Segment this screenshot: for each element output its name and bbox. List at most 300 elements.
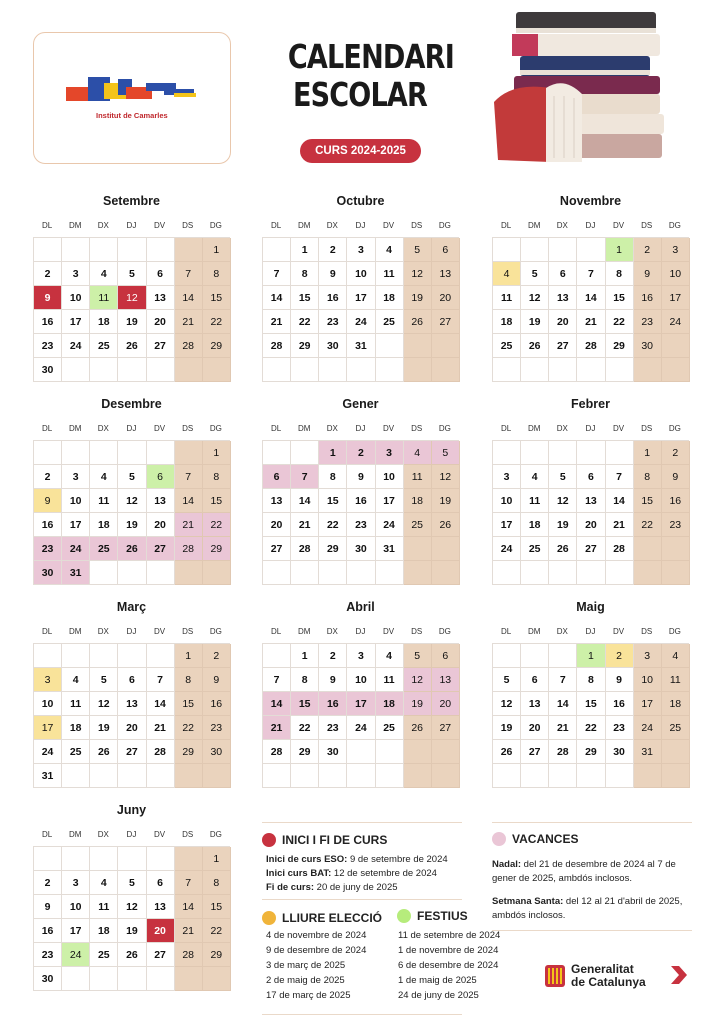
weekday-label: DV [383,423,395,433]
day-cell: 6 [577,465,605,489]
weekday-label: DL [500,220,512,230]
legend-lliure-item: 4 de novembre de 2024 [266,930,367,941]
empty-cell [319,764,347,788]
day-cell: 8 [577,668,605,692]
weekday-label: DL [500,626,512,636]
day-cell: 15 [634,489,662,513]
month-grid [33,643,230,788]
day-cell: 23 [347,513,375,537]
empty-cell [432,740,460,764]
legend-festius-list [398,928,528,1003]
day-cell: 30 [606,740,634,764]
day-cell: 28 [263,740,291,764]
empty-cell [291,441,319,465]
weekday-label: DS [411,626,423,636]
red-dot-icon [262,833,276,847]
weekday-label: DG [438,220,451,230]
empty-cell [493,644,521,668]
day-cell: 29 [203,334,231,358]
day-cell: 22 [634,513,662,537]
weekday-label: DS [182,626,194,636]
school-logo-card [33,32,231,164]
empty-cell [549,358,577,382]
day-cell: 18 [521,513,549,537]
legend-lliure-header [262,911,382,925]
weekday-label: DJ [126,220,137,230]
day-cell: 6 [263,465,291,489]
weekday-label: DM [527,626,541,636]
empty-cell [634,537,662,561]
legend-inici-item: Fi de curs: 20 de juny de 2025 [266,882,398,893]
empty-cell [662,764,690,788]
divider [262,899,462,900]
empty-cell [404,764,432,788]
day-cell: 8 [291,668,319,692]
day-cell: 4 [376,238,404,262]
empty-cell [62,358,90,382]
empty-cell [175,847,203,871]
day-cell: 22 [203,919,231,943]
day-cell: 5 [118,871,146,895]
day-cell: 19 [118,310,146,334]
day-cell: 9 [347,465,375,489]
day-cell: 14 [147,692,175,716]
day-cell: 26 [404,716,432,740]
day-cell: 27 [432,310,460,334]
empty-cell [291,358,319,382]
empty-cell [432,358,460,382]
day-cell: 11 [376,262,404,286]
day-cell: 2 [34,871,62,895]
day-cell: 23 [319,716,347,740]
day-cell: 26 [493,740,521,764]
day-cell: 14 [577,286,605,310]
day-cell: 31 [347,334,375,358]
day-cell: 20 [118,716,146,740]
weekday-label: DG [209,220,222,230]
empty-cell [376,740,404,764]
empty-cell [662,740,690,764]
day-cell: 14 [263,692,291,716]
day-cell: 1 [319,441,347,465]
day-cell: 5 [118,465,146,489]
day-cell: 21 [147,716,175,740]
day-cell: 1 [203,238,231,262]
day-cell: 21 [549,716,577,740]
day-cell: 21 [606,513,634,537]
day-cell: 19 [404,692,432,716]
empty-cell [147,847,175,871]
day-cell: 31 [634,740,662,764]
day-cell: 29 [291,740,319,764]
empty-cell [147,561,175,585]
weekday-label: DJ [126,829,137,839]
day-cell: 17 [62,513,90,537]
legend-festius-item: 6 de desembre de 2024 [398,960,499,971]
day-cell: 30 [319,740,347,764]
day-cell: 15 [203,286,231,310]
day-cell: 14 [175,286,203,310]
day-cell: 30 [319,334,347,358]
month-name: Octubre [336,194,385,208]
legend-lliure-item: 2 de maig de 2025 [266,975,345,986]
day-cell: 27 [263,537,291,561]
day-cell: 17 [62,310,90,334]
weekday-label: DS [182,220,194,230]
empty-cell [175,358,203,382]
weekday-label: DM [527,423,541,433]
day-cell: 12 [118,489,146,513]
legend-inici-item: Inici curs BAT: 12 de setembre de 2024 [266,868,437,879]
day-cell: 27 [549,334,577,358]
month-name: Gener [342,397,379,411]
day-cell: 26 [549,537,577,561]
month-name: Maig [576,600,605,614]
month-grid [262,643,459,788]
day-cell: 9 [34,286,62,310]
weekday-label: DS [411,220,423,230]
day-cell: 12 [521,286,549,310]
month-calendar [492,191,689,382]
day-cell: 15 [319,489,347,513]
day-cell: 28 [263,334,291,358]
weekday-label: DS [641,423,653,433]
month-calendar [262,394,459,585]
day-cell: 25 [90,334,118,358]
day-cell: 13 [118,692,146,716]
weekday-label: DL [41,220,53,230]
legend-inici-title: INICI I FI DE CURS [282,833,388,847]
day-cell: 11 [493,286,521,310]
day-cell: 30 [34,358,62,382]
day-cell: 4 [376,644,404,668]
day-cell: 2 [347,441,375,465]
empty-cell [432,334,460,358]
day-cell: 18 [376,286,404,310]
legend-vacances-header [492,832,578,846]
day-cell: 18 [90,513,118,537]
empty-cell [432,537,460,561]
month-grid [33,846,230,991]
day-cell: 11 [662,668,690,692]
day-cell: 16 [662,489,690,513]
empty-cell [493,238,521,262]
generalitat-line-1: Generalitat [571,962,634,976]
empty-cell [175,561,203,585]
weekday-label: DG [438,423,451,433]
empty-cell [263,441,291,465]
month-grid [33,237,230,382]
day-cell: 19 [549,513,577,537]
generalitat-logo [545,963,646,989]
day-cell: 26 [118,537,146,561]
month-name: Març [116,600,147,614]
day-cell: 7 [577,262,605,286]
day-cell: 18 [662,692,690,716]
legend-inici-item: Inici de curs ESO: 9 de setembre de 2024 [266,854,448,865]
day-cell: 17 [347,692,375,716]
day-cell: 5 [493,668,521,692]
day-cell: 17 [62,919,90,943]
empty-cell [118,644,146,668]
empty-cell [521,644,549,668]
legend-lliure-title: LLIURE ELECCIÓ [282,911,383,925]
empty-cell [118,358,146,382]
month-calendar [492,597,689,788]
empty-cell [493,561,521,585]
day-cell: 17 [493,513,521,537]
day-cell: 2 [662,441,690,465]
weekday-label: DL [270,423,282,433]
day-cell: 27 [118,740,146,764]
day-cell: 25 [404,513,432,537]
empty-cell [347,561,375,585]
day-cell: 9 [34,895,62,919]
day-cell: 12 [404,668,432,692]
empty-cell [521,441,549,465]
generalitat-line-2: de Catalunya [571,975,646,989]
empty-cell [175,238,203,262]
day-cell: 3 [376,441,404,465]
day-cell: 25 [376,716,404,740]
month-calendar [262,191,459,382]
month-grid [492,237,689,382]
day-cell: 21 [175,513,203,537]
weekday-label: DX [97,220,109,230]
day-cell: 12 [118,286,146,310]
day-cell: 4 [404,441,432,465]
weekday-label: DX [556,423,568,433]
day-cell: 6 [432,644,460,668]
school-name: Institut de Camarles [96,111,168,120]
empty-cell [90,441,118,465]
weekday-label: DX [556,220,568,230]
day-cell: 4 [90,871,118,895]
day-cell: 11 [62,692,90,716]
weekday-label: DL [270,220,282,230]
day-cell: 6 [147,262,175,286]
weekday-label: DG [668,220,681,230]
day-cell: 6 [521,668,549,692]
weekday-label: DL [41,829,53,839]
day-cell: 16 [34,310,62,334]
empty-cell [263,644,291,668]
day-cell: 27 [147,334,175,358]
day-cell: 2 [34,465,62,489]
day-cell: 20 [147,310,175,334]
day-cell: 2 [319,238,347,262]
legend-festius-item: 1 de novembre de 2024 [398,945,499,956]
day-cell: 15 [291,692,319,716]
weekday-header [492,416,689,440]
empty-cell [34,644,62,668]
weekday-label: DX [326,626,338,636]
empty-cell [263,764,291,788]
weekday-label: DG [668,423,681,433]
day-cell: 26 [90,740,118,764]
weekday-label: DG [209,626,222,636]
day-cell: 19 [404,286,432,310]
empty-cell [34,238,62,262]
legend-vacances-nadal: Nadal: del 21 de desembre de 2024 al 7 de gener de 2025, ambdós inclosos. [492,859,676,884]
legend-lliure-item: 17 de març de 2025 [266,990,351,1001]
day-cell: 28 [147,740,175,764]
day-cell: 19 [521,310,549,334]
month-grid [492,440,689,585]
divider [492,822,692,823]
empty-cell [549,441,577,465]
empty-cell [62,238,90,262]
empty-cell [263,561,291,585]
empty-cell [432,561,460,585]
empty-cell [376,764,404,788]
day-cell: 1 [291,644,319,668]
empty-cell [319,561,347,585]
empty-cell [634,764,662,788]
day-cell: 23 [319,310,347,334]
empty-cell [577,764,605,788]
day-cell: 27 [432,716,460,740]
weekday-label: DM [68,220,82,230]
empty-cell [34,441,62,465]
weekday-label: DL [270,626,282,636]
day-cell: 12 [90,692,118,716]
day-cell: 4 [90,465,118,489]
day-cell: 21 [175,310,203,334]
day-cell: 6 [118,668,146,692]
weekday-label: DX [97,423,109,433]
empty-cell [606,764,634,788]
day-cell: 26 [404,310,432,334]
month-calendar [262,597,459,788]
day-cell: 1 [203,441,231,465]
day-cell: 27 [147,943,175,967]
weekday-label: DJ [126,626,137,636]
day-cell: 5 [432,441,460,465]
empty-cell [606,561,634,585]
day-cell: 2 [34,262,62,286]
day-cell: 24 [62,943,90,967]
day-cell: 20 [549,310,577,334]
day-cell: 16 [319,692,347,716]
weekday-label: DM [297,626,311,636]
day-cell: 11 [90,286,118,310]
empty-cell [175,441,203,465]
day-cell: 25 [662,716,690,740]
generalitat-name [571,963,646,989]
day-cell: 4 [90,262,118,286]
empty-cell [147,644,175,668]
day-cell: 3 [347,238,375,262]
empty-cell [662,561,690,585]
weekday-label: DJ [126,423,137,433]
day-cell: 21 [175,919,203,943]
day-cell: 7 [175,262,203,286]
empty-cell [319,358,347,382]
day-cell: 10 [347,262,375,286]
day-cell: 28 [577,334,605,358]
empty-cell [62,441,90,465]
day-cell: 15 [203,489,231,513]
day-cell: 20 [432,286,460,310]
legend-inici-list [266,853,466,895]
weekday-label: DX [326,220,338,230]
month-calendar [33,597,230,788]
month-name: Febrer [571,397,610,411]
day-cell: 20 [147,513,175,537]
day-cell: 21 [263,716,291,740]
weekday-label: DL [41,626,53,636]
day-cell: 16 [347,489,375,513]
weekday-label: DJ [355,423,366,433]
day-cell: 19 [118,513,146,537]
pink-dot-icon [492,832,506,846]
day-cell: 8 [634,465,662,489]
day-cell: 18 [376,692,404,716]
day-cell: 28 [175,537,203,561]
empty-cell [62,644,90,668]
day-cell: 6 [147,465,175,489]
day-cell: 29 [291,334,319,358]
day-cell: 4 [662,644,690,668]
day-cell: 20 [521,716,549,740]
day-cell: 11 [404,465,432,489]
weekday-header [492,619,689,643]
day-cell: 7 [606,465,634,489]
month-name: Abril [346,600,375,614]
day-cell: 27 [521,740,549,764]
day-cell: 31 [34,764,62,788]
day-cell: 30 [634,334,662,358]
empty-cell [118,238,146,262]
empty-cell [549,561,577,585]
day-cell: 17 [376,489,404,513]
divider [262,1014,462,1015]
day-cell: 16 [319,286,347,310]
course-badge: CURS 2024-2025 [300,139,421,163]
day-cell: 27 [147,537,175,561]
empty-cell [203,764,231,788]
day-cell: 13 [549,286,577,310]
day-cell: 20 [147,919,175,943]
day-cell: 10 [34,692,62,716]
day-cell: 16 [203,692,231,716]
weekday-label: DJ [585,626,596,636]
day-cell: 22 [291,310,319,334]
weekday-label: DV [383,220,395,230]
day-cell: 7 [175,465,203,489]
day-cell: 13 [432,668,460,692]
weekday-label: DM [527,220,541,230]
day-cell: 10 [634,668,662,692]
empty-cell [291,764,319,788]
day-cell: 1 [634,441,662,465]
month-calendar [33,800,230,991]
day-cell: 24 [347,716,375,740]
empty-cell [577,358,605,382]
day-cell: 13 [577,489,605,513]
empty-cell [432,764,460,788]
month-calendar [33,394,230,585]
weekday-header [262,213,459,237]
legend-festius-header [397,909,468,923]
day-cell: 8 [175,668,203,692]
day-cell: 5 [521,262,549,286]
day-cell: 29 [175,740,203,764]
day-cell: 5 [404,238,432,262]
day-cell: 26 [521,334,549,358]
weekday-label: DV [613,220,625,230]
